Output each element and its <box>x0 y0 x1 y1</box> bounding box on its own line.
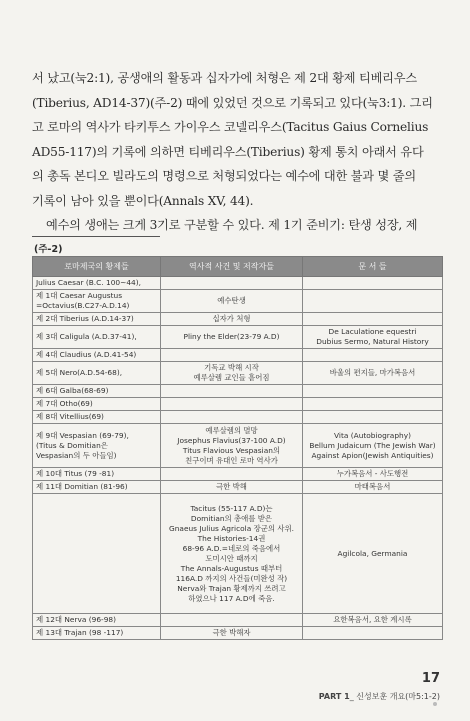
footer-part: PART 1 <box>318 692 350 701</box>
event-cell <box>161 468 303 481</box>
event-cell <box>161 411 303 424</box>
document-cell: Vita (Autobiography) Bellum Judaicum (The Jewish War) Against Apion(Jewish Antiquities) <box>303 424 443 468</box>
document-cell <box>303 313 443 326</box>
table-header-row <box>33 257 443 277</box>
emperor-cell: 제 8대 Vitellius(69) <box>33 411 161 424</box>
page-number: 17 <box>421 671 440 686</box>
event-cell: 예수탄생 <box>161 290 303 313</box>
header-emperors: 로마제국의 황제들 <box>33 257 161 277</box>
body-line: 고 로마의 역사가 타키투스 가이우스 코넬리우스(Tacitus Gaius Cornelius <box>32 120 429 134</box>
event-cell <box>161 349 303 362</box>
event-cell: 십자가 처형 <box>161 313 303 326</box>
emperor-cell: 제 7대 Otho(69) <box>33 398 161 411</box>
document-cell <box>303 627 443 640</box>
emperor-cell: 제 13대 Trajan (98 -117) <box>33 627 161 640</box>
emperor-cell: Julius Caesar (B.C. 100~44), <box>33 277 161 290</box>
document-cell: De Laculatione equestri Dubius Sermo, Natural History <box>303 326 443 349</box>
body-line: 기록이 남아 있을 뿐이다(Annals XV, 44). <box>32 193 254 208</box>
emperor-cell: 제 6대 Galba(68-69) <box>33 385 161 398</box>
document-cell: 누가복음서 - 사도행전 <box>303 468 443 481</box>
body-text <box>32 66 438 238</box>
event-cell: 극한 박해자 <box>161 627 303 640</box>
emperor-cell: 제 12대 Nerva (96-98) <box>33 614 161 627</box>
document-cell <box>303 290 443 313</box>
footer-subtitle: 신성보훈 개요(마5:1-2) <box>356 692 440 701</box>
page-footer: PART 1_ 신성보훈 개요(마5:1-2) <box>318 692 440 701</box>
table-row <box>33 494 443 614</box>
emperor-cell <box>33 494 161 614</box>
table-row <box>33 362 443 385</box>
document-cell <box>303 398 443 411</box>
event-cell <box>161 385 303 398</box>
document-cell <box>303 411 443 424</box>
emperor-cell: 제 1대 Caesar Augustus =Octavius(B.C27-A.D.14) <box>33 290 161 313</box>
table-row <box>33 424 443 468</box>
table-row <box>33 277 443 290</box>
event-cell: 기독교 박해 시작 예루살렘 교인들 흩어짐 <box>161 362 303 385</box>
emperors-table <box>32 256 443 640</box>
table-row <box>33 326 443 349</box>
event-cell: Tacitus (55-117 A.D)는 Domitian의 총애를 받은 Gnaeus Julius Agricola 장군의 사위. The Histories-14권 68-96 A.D.=네로의 죽음에서 도미시안 때까지 The Annals-Augustus 때부터 116A.D 까지의 사건들(미완성 작) Nerva와 Trajan 황제까지 쓰려고 하였으나 117 A.D에 죽음. <box>161 494 303 614</box>
table-row <box>33 290 443 313</box>
table-row <box>33 411 443 424</box>
document-cell: 요한복음서, 요한 계시록 <box>303 614 443 627</box>
event-cell: 예루살렘의 멸망 Josephus Flavius(37-100 A.D) Titus Flavious Vespasian의 친구이며 유대인 로마 역사가 <box>161 424 303 468</box>
footnote-label: (주-2) <box>34 244 63 255</box>
document-cell: Agilcola, Germania <box>303 494 443 614</box>
table-row <box>33 313 443 326</box>
document-cell <box>303 277 443 290</box>
document-cell <box>303 349 443 362</box>
table-row <box>33 385 443 398</box>
body-line: 의 총독 본디오 빌라도의 명령으로 처형되었다는 예수에 대한 불과 몇 줄의 <box>32 169 416 183</box>
body-line: AD55-117)의 기록에 의하면 티베리우스(Tiberius) 황제 통치 아래서 유다 <box>32 144 424 159</box>
document-cell <box>303 385 443 398</box>
footnote-divider <box>32 236 160 237</box>
footer-dot <box>433 702 437 706</box>
event-cell <box>161 398 303 411</box>
emperor-cell: 제 4대 Claudius (A.D.41-54) <box>33 349 161 362</box>
header-documents: 문 서 들 <box>303 257 443 277</box>
body-line: 서 났고(눅2:1), 공생애의 활동과 십자가에 처형은 제 2대 황제 티베리우스 <box>32 71 417 85</box>
table-row <box>33 481 443 494</box>
event-cell <box>161 614 303 627</box>
event-cell: Pliny the Elder(23-79 A.D) <box>161 326 303 349</box>
table-row <box>33 614 443 627</box>
emperor-cell: 제 2대 Tiberius (A.D.14-37) <box>33 313 161 326</box>
table-row <box>33 627 443 640</box>
document-cell: 바울의 편지들, 마가복음서 <box>303 362 443 385</box>
event-cell <box>161 277 303 290</box>
document-cell: 마태복음서 <box>303 481 443 494</box>
event-cell: 극한 박해 <box>161 481 303 494</box>
emperor-cell: 제 3대 Caligula (A.D.37-41), <box>33 326 161 349</box>
emperor-cell: 제 11대 Domitian (81-96) <box>33 481 161 494</box>
table-row <box>33 468 443 481</box>
table-row <box>33 349 443 362</box>
emperor-cell: 제 10대 Titus (79 -81) <box>33 468 161 481</box>
header-events: 역사적 사건 및 저작자들 <box>161 257 303 277</box>
emperor-cell: 제 9대 Vespasian (69-79), (Titus & Domitian은 Vespasian의 두 아들임) <box>33 424 161 468</box>
body-line: 예수의 생애는 크게 3기로 구분할 수 있다. 제 1기 준비기: 탄생 성장, 제 <box>46 218 418 232</box>
body-line: (Tiberius, AD14-37)(주-2) 때에 있었던 것으로 기록되고 있다(눅3:1). 그리 <box>32 95 433 110</box>
emperor-cell: 제 5대 Nero(A.D.54-68), <box>33 362 161 385</box>
table-row <box>33 398 443 411</box>
